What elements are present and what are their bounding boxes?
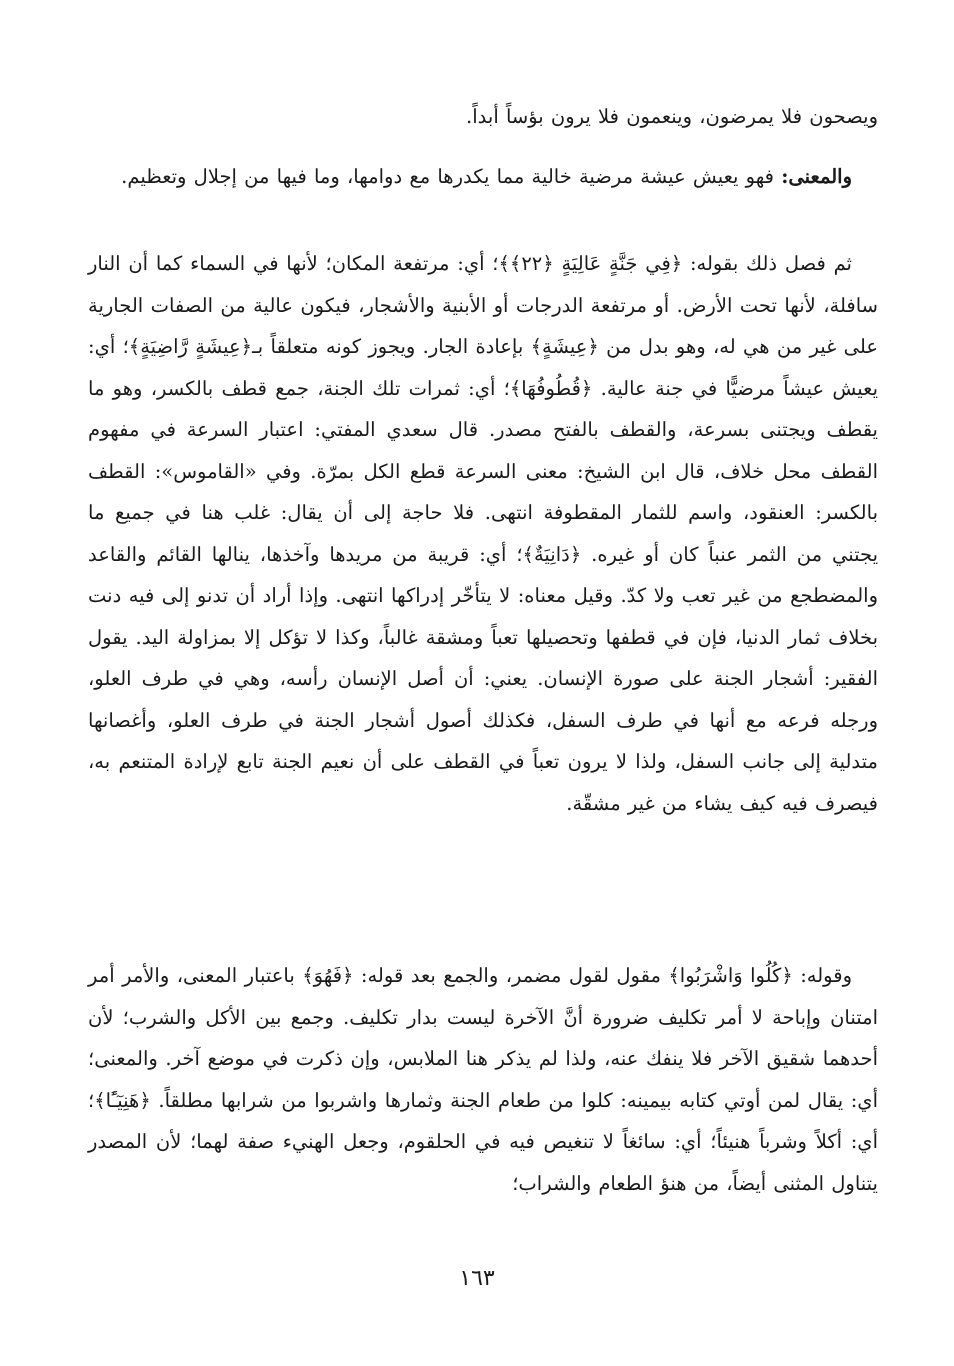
paragraph-2 [88,156,878,198]
paragraph-body [88,243,878,824]
paragraph-lead-term: والمعنى: [781,165,852,188]
paragraph-text: فهو يعيش عيشة مرضية خالية مما يكدرها مع دوامها، وما فيها من إجلال وتعظيم. [121,165,782,188]
page-number: ١٦٣ [459,1266,495,1291]
paragraph-text: ثم فصل ذلك بقوله: ﴿فِي جَنَّةٍ عَالِيَةٍ ﴿٢٢﴾﴾؛ أي: مرتفعة المكان؛ لأنها في السماء كما أن النار سافلة، لأنها تحت الأرض. أو مرتفعة الدرجات أو الأبنية والأشجار، فيكون عالية من الصفات الجارية على غير من هي له، وهو بدل من ﴿عِيشَةٍ﴾ بإعادة الجار. ويجوز كونه متعلقاً بـ﴿عِيشَةٍ رَّاضِيَةٍ﴾؛ أي: يعيش عيشاً مرضيًّا في جنة عالية. ﴿قُطُوفُهَا﴾؛ أي: ثمرات تلك الجنة، جمع قطف بالكسر، وهو ما يقطف ويجتنى بسرعة، والقطف بالفتح مصدر. قال سعدي المفتي: اعتبار السرعة في مفهوم القطف محل خلاف، قال ابن الشيخ: معنى السرعة قطع الكل بمرّة. وفي «القاموس»: القطف بالكسر: العنقود، واسم للثمار المقطوفة انتهى. فلا حاجة إلى أن يقال: غلب هنا في جميع ما يجتني من الثمر عنباً كان أو غيره. ﴿دَانِيَةٌ﴾؛ أي: قريبة من مريدها وآخذها، ينالها القائم والقاعد والمضطجع من غير تعب ولا كدّ. وقيل معناه: لا يتأخّر إدراكها انتهى. وإذا أراد أن تدنو إلى فيه دنت بخلاف ثمار الدنيا، فإن في قطفها وتحصيلها تعباً ومشقة غالباً، وكذا لا تؤكل إلا بمزاولة اليد. يقول الفقير: أشجار الجنة على صورة الإنسان. يعني: أن أصل الإنسان رأسه، وهي في طرف العلو، ورجله فرعه مع أنها في طرف السفل، فكذلك أصول أشجار الجنة في طرف العلو، وأغصانها متدلية إلى جانب السفل، ولذا لا يرون تعباً في القطف على أن نعيم الجنة تابع لإرادة المتنعم به، فيصرف فيه كيف يشاء من غير مشقّة. [88,252,878,815]
paragraph-body [88,955,878,1204]
paragraph-body [88,156,878,198]
paragraph-3 [88,243,878,824]
paragraph-text: وقوله: ﴿كُلُوا وَاشْرَبُوا﴾ مقول لقول مضمر، والجمع بعد قوله: ﴿فَهُوَ﴾ باعتبار المعنى، والأمر أمر امتنان وإباحة لا أمر تكليف ضرورة أنَّ الآخرة ليست بدار تكليف. وجمع بين الأكل والشرب؛ لأن أحدهما شقيق الآخر فلا ينفك عنه، ولذا لم يذكر هنا الملابس، وإن ذكرت في موضع آخر. والمعنى؛ أي: يقال لمن أوتي كتابه بيمينه: كلوا من طعام الجنة وثمارها واشربوا من شرابها مطلقاً. ﴿هَنِيٓـًٔا﴾؛ أي: أكلاً وشرباً هنيئاً؛ أي: سائغاً لا تنغيص فيه في الحلقوم، وجعل الهنيء صفة لهما؛ لأن المصدر يتناول المثنى أيضاً، من هنؤ الطعام والشراب؛ [88,964,878,1195]
paragraph-1 [88,96,878,138]
paragraph-4 [88,955,878,1204]
paragraph-text: ويصحون فلا يمرضون، وينعمون فلا يرون بؤساً أبداً. [466,105,878,128]
